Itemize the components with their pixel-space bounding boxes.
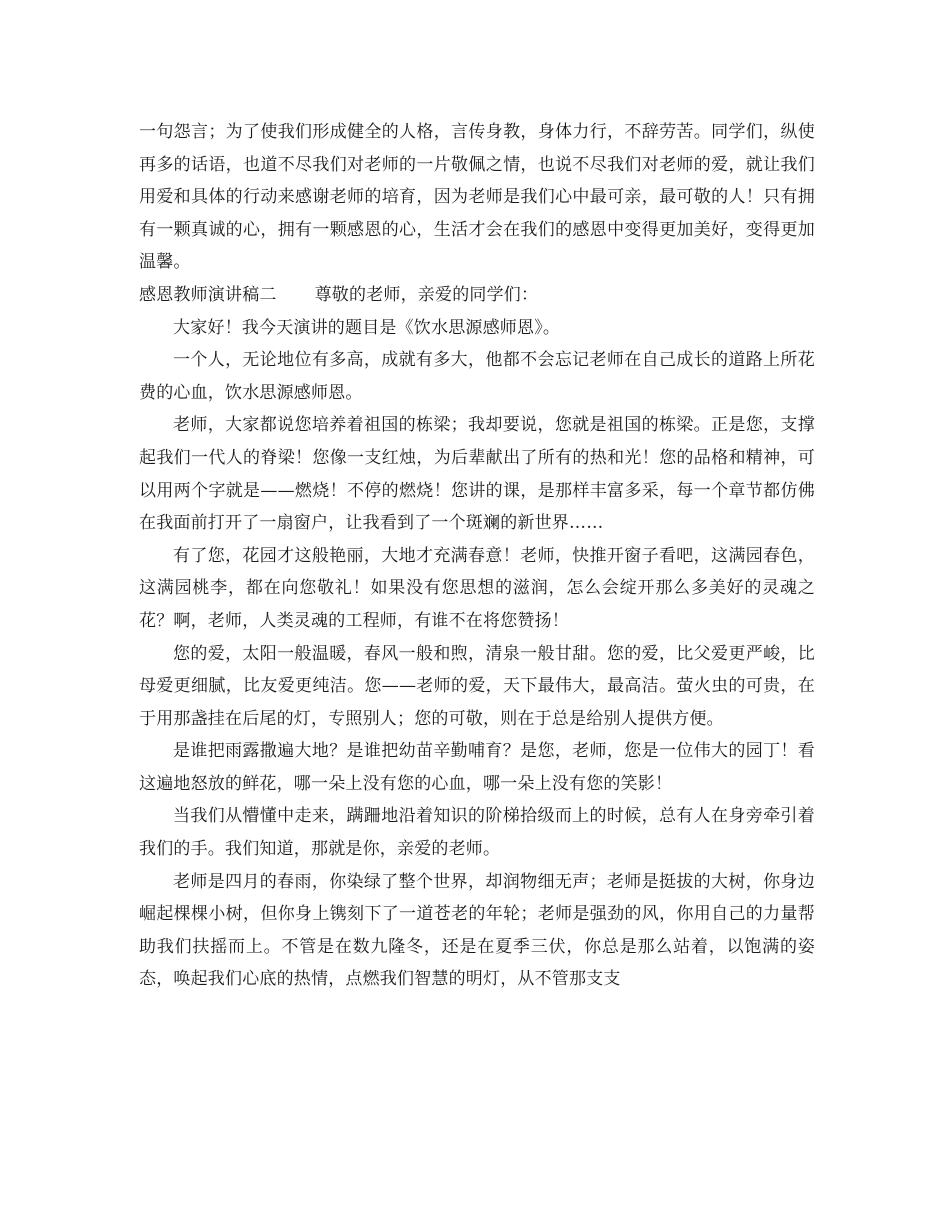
paragraph: 您的爱，太阳一般温暖，春风一般和煦，清泉一般甘甜。您的爱，比父爱更严峻，比母爱更细腻，比友爱更纯洁。您——老师的爱，天下最伟大，最高洁。萤火虫的可贵，在于用那盏挂在后尾的灯，专照别人；您的可敬，则在于总是给别人提供方便。 (139, 643, 815, 729)
paragraph: 当我们从懵懂中走来，蹒跚地沿着知识的阶梯拾级而上的时候，总有人在身旁牵引着我们的手。我们知道，那就是你，亲爱的老师。 (139, 806, 815, 860)
section-title: 感恩教师演讲稿二 (139, 284, 277, 305)
paragraph: 一个人，无论地位有多高，成就有多大，他都不会忘记老师在自己成长的道路上所花费的心血，饮水思源感师恩。 (139, 350, 815, 403)
document-body (139, 116, 815, 996)
paragraph: 老师，大家都说您培养着祖国的栋梁；我却要说，您就是祖国的栋梁。正是您，支撑起我们一代人的脊梁！您像一支红烛，为后辈献出了所有的热和光！您的品格和精神，可以用两个字就是——燃烧！不停的燃烧！您讲的课，是那样丰富多采，每一个章节都仿佛在我面前打开了一扇窗户，让我看到了一个斑斓的新世界…… (139, 415, 815, 534)
paragraph: 是谁把雨露撒遍大地？是谁把幼苗辛勤哺育？是您，老师，您是一位伟大的园丁！看这遍地怒放的鲜花，哪一朵上没有您的心血，哪一朵上没有您的笑影！ (139, 741, 815, 794)
salutation: 尊敬的老师，亲爱的同学们： (314, 284, 539, 305)
paragraph-continued: 一句怨言；为了使我们形成健全的人格，言传身教，身体力行，不辞劳苦。同学们，纵使再多的话语，也道不尽我们对老师的一片敬佩之情，也说不尽我们对老师的爱，就让我们用爱和具体的行动来感谢老师的培育，因为老师是我们心中最可亲，最可敬的人！只有拥有一颗真诚的心，拥有一颗感恩的心，生活才会在我们的感恩中变得更加美好，变得更加温馨。 (139, 122, 815, 273)
paragraph: 有了您，花园才这般艳丽，大地才充满春意！老师，快推开窗子看吧，这满园春色，这满园桃李，都在向您敬礼！如果没有您思想的滋润，怎么会绽开那么多美好的灵魂之花？啊，老师，人类灵魂的工程师，有谁不在将您赞扬！ (139, 545, 815, 631)
paragraph: 大家好！我今天演讲的题目是《饮水思源感师恩》。 (173, 317, 561, 338)
section-heading-line (139, 279, 815, 312)
paragraph: 老师是四月的春雨，你染绿了整个世界，却润物细无声；老师是挺拔的大树，你身边崛起棵棵小树，但你身上镌刻下了一道苍老的年轮；老师是强劲的风，你用自己的力量帮助我们扶摇而上。不管是在数九隆冬，还是在夏季三伏，你总是那么站着，以饱满的姿态，唤起我们心底的热情，点燃我们智慧的明灯，从不管那支支 (139, 871, 815, 990)
